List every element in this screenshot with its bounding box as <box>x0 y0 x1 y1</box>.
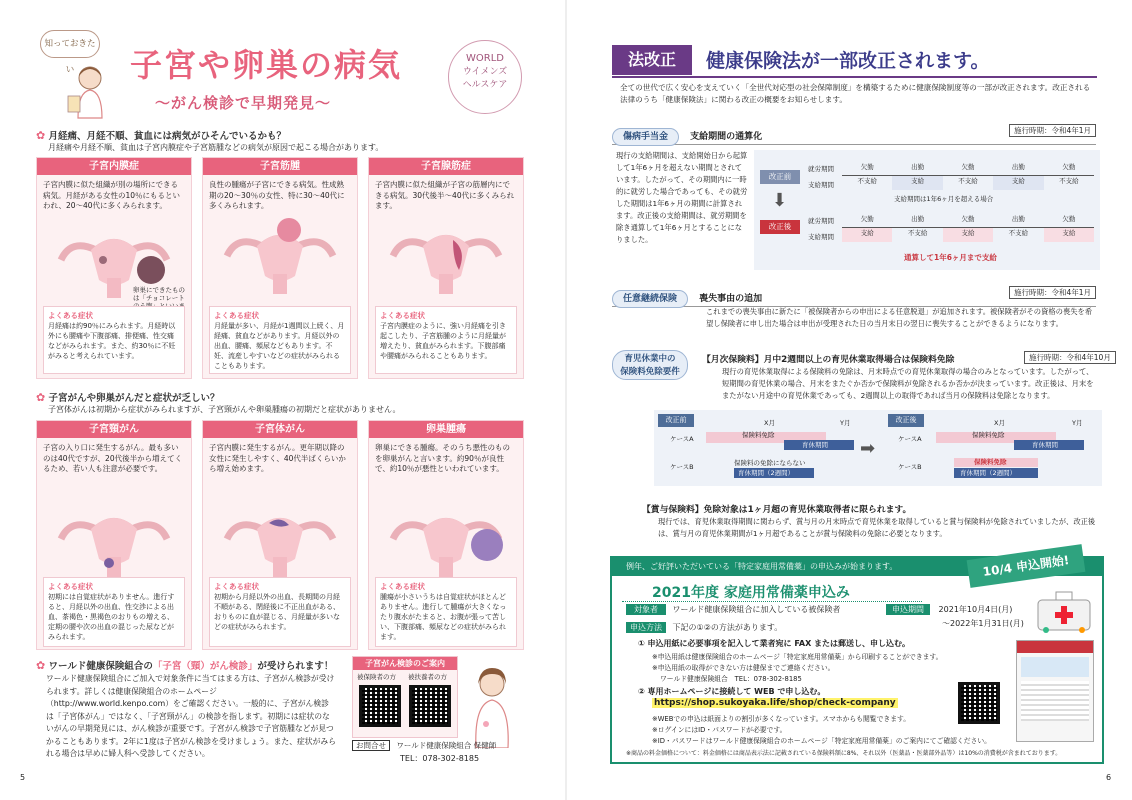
target-text: ワールド健康保険組合に加入している被保険者 <box>672 605 841 614</box>
uterus-illustration <box>217 216 343 296</box>
right-title-underline <box>612 76 1097 78</box>
contact-label: お問合せ <box>352 740 390 751</box>
card-adenomyosis <box>368 157 524 379</box>
s1-tag: 傷病手当金 <box>612 128 679 146</box>
case-b-2: ケースB <box>898 463 922 471</box>
symptoms-title: よくある症状 <box>48 311 93 320</box>
timeline-before <box>842 162 1094 192</box>
shop-url-link[interactable]: https://shop.sukoyaka.life/shop/check-company <box>654 698 896 708</box>
symptoms-box <box>43 577 185 647</box>
method-1-note-1: ※申込用紙は健康保険組合のホームページ「特定家庭用常備薬」から印刷することができます。 <box>652 653 943 661</box>
card-title: 子宮内膜症 <box>37 158 191 175</box>
month-x-2: X月 <box>994 419 1005 427</box>
leave2-label: 育休期間（2週間） <box>738 469 795 477</box>
card-ovarian-tumor <box>368 420 524 650</box>
case-a-2: ケースA <box>898 435 922 443</box>
nurse-illustration-2 <box>462 664 522 748</box>
flyer-thumbnail <box>1016 640 1094 742</box>
card-desc: 子宮内膜に似た組織が子宮の筋層内にできる病気。30代後半〜40代に多くみられます。 <box>375 180 515 210</box>
uterus-illustration <box>383 503 509 579</box>
s2-date: 施行時期：令和4年1月 <box>1009 286 1096 299</box>
contact-row <box>352 740 496 751</box>
not-exempt-label: 保険料の免除にならない <box>734 459 806 467</box>
question-2 <box>36 390 220 404</box>
card-desc: 子宮内膜に発生するがん。更年期以降の女性に発生しやすく、40代半ばくらいから増え始めます。 <box>209 443 346 473</box>
target-row <box>626 604 840 615</box>
uterus-illustration <box>51 509 177 579</box>
symptoms-box <box>209 306 351 374</box>
badge: 知っておきたい <box>40 30 100 58</box>
cell: 不支給 <box>857 177 877 185</box>
symptoms-text: 初期から月経以外の出血、長期間の月経不順がある、閉経後に不正出血がある、おりものに血が混じる、月経量が多いなどの症状がみられます。 <box>214 593 340 631</box>
flower-icon: ✿ <box>36 129 46 142</box>
medicine-box <box>610 553 1104 764</box>
symptoms-box <box>375 306 517 374</box>
chocolate-cyst-note: 卵巣にできたものは「チョコレート <box>133 286 185 302</box>
s2-tag: 任意継続保険 <box>612 290 688 308</box>
card-title: 子宮腺筋症 <box>369 158 523 175</box>
month-y: Y月 <box>840 419 851 427</box>
period-row <box>886 604 1012 615</box>
symptoms-box <box>43 306 185 374</box>
cell: 不支給 <box>1008 229 1029 237</box>
symptoms-title: よくある症状 <box>214 582 259 591</box>
after-label: 改正後 <box>760 220 800 234</box>
s3-p1-date: 施行時期：令和4年10月 <box>1024 351 1116 364</box>
cell: 欠勤 <box>860 163 874 171</box>
s1-body: 現行の支給期間は、支給開始日から起算して1年6ヶ月を超えない期間とされています。したがって、その期間内に一時的に就労した場合であっても、その就労した期間は1年6ヶ月の期間に計算されます。改正後の支給期間は、就労期間を除き通算して1年6ヶ月とすることになりました。 <box>616 151 748 244</box>
intro-text: 全ての世代で広く安心を支えていく「全世代対応型の社会保障制度」を構築するために健康保険制度等の一部が改正されます。改正される法律のうち「健康保険法」に関わる改正の概要をお知らせします。 <box>620 83 1091 104</box>
q3-highlight: 「子宮（頸）がん検診」 <box>152 661 258 672</box>
question-1 <box>36 128 286 142</box>
s3-tag-line2: 保険料免除要件 <box>620 367 680 377</box>
cancer-screening-info-box <box>352 656 458 738</box>
case-a: ケースA <box>670 435 694 443</box>
symptoms-text: 初期には自覚症状がありません。進行すると、月経以外の出血、性交渉による出血、茶褐色・黒褐色のおりもの増える、定期の腰や次の出血の混じった尿などがみられます。 <box>48 593 175 641</box>
s3-tag-line1: 育児休業中の <box>624 354 676 364</box>
s3-p1-title-text: 【月次保険料】月中2週間以上の育児休業取得場合は保険料免除 <box>702 355 955 365</box>
case-b: ケースB <box>670 463 694 471</box>
period-text: 2021年10月4日(月) <box>938 605 1013 614</box>
s2-header <box>612 286 1096 307</box>
row-work-label-2: 就労期間 <box>808 217 834 225</box>
cell: 欠勤 <box>961 163 975 171</box>
q3-prefix: ワールド健康保険組合の <box>48 661 153 672</box>
before-label: 改正前 <box>658 414 694 427</box>
cell: 不支給 <box>907 229 928 237</box>
s2-title: 喪失事由の追加 <box>699 294 763 304</box>
card-title: 子宮頸がん <box>37 421 191 438</box>
cell: 欠勤 <box>860 215 874 223</box>
cell: 支給 <box>842 228 892 242</box>
method-1-note-2: ※申込用紙の取得ができない方は健保までご連絡ください。 <box>652 664 835 672</box>
cell: 支給 <box>892 176 942 190</box>
start-badge: 10/4 申込開始! <box>967 544 1086 588</box>
page-subtitle: 〜がん検診で早期発見〜 <box>155 94 332 112</box>
qr2-label: 被扶養者の方 <box>408 673 447 681</box>
month-y-2: Y月 <box>1072 419 1083 427</box>
cell: 不支給 <box>1059 177 1079 185</box>
target-label: 対象者 <box>626 604 666 615</box>
contact-tel: TEL：078-302-8185 <box>400 754 480 763</box>
q3-suffix: が受けられます！ <box>257 661 334 672</box>
cell: 出勤 <box>911 163 925 171</box>
card-endometriosis <box>36 157 192 379</box>
cell: 支給 <box>943 228 993 242</box>
cell: 出勤 <box>1011 215 1025 223</box>
cell: 出勤 <box>1011 163 1025 171</box>
method-2-note-1: ※WEBでの申込は紙面よりの割引が多くなっています。スマホからも閲覧できます。 <box>652 715 911 723</box>
s3-point1-title <box>702 352 954 365</box>
qr-code-shop[interactable] <box>958 682 1000 724</box>
flower-icon: ✿ <box>36 659 46 672</box>
page-number: 6 <box>1106 773 1112 782</box>
question-1-sub: 月経痛や月経不順、貧血は子宮内膜症や子宮筋腫などの病気が原因で起こる場合があります。 <box>48 143 384 152</box>
method-row <box>626 622 782 633</box>
symptoms-text: 腫瘍が小さいうちは自覚症状がほとんどありません。進行して腫瘍が大きくなったり腹水がたまると、お腹が張って苦しい、下腹部痛、頻尿などの症状がみられます。 <box>380 593 507 641</box>
cell: 支給 <box>993 176 1043 190</box>
card-title: 子宮筋腫 <box>203 158 357 175</box>
cell: 支給 <box>1044 228 1094 242</box>
arrow-down-icon: ⬇ <box>772 190 788 211</box>
flower-icon: ✿ <box>36 391 46 404</box>
qr1-label: 被保険者の方 <box>357 673 396 681</box>
period-end: 〜2022年1月31日(月) <box>942 619 1024 628</box>
period-label: 申込期間 <box>886 604 930 615</box>
medicine-title-underline <box>622 600 922 602</box>
medicine-kit-illustration <box>1032 584 1096 636</box>
method-1: ① 申込用紙に必要事項を記入して業者宛に FAX または郵送し、申し込む。 <box>638 639 911 648</box>
card-cervical-cancer <box>36 420 192 650</box>
row-pay-label-2: 支給期間 <box>808 233 834 241</box>
after-label: 改正後 <box>888 414 924 427</box>
red-note: 通算して1年6ヶ月まで支給 <box>904 253 997 262</box>
exempt-label-3: 保険料免除 <box>974 458 1007 466</box>
right-page <box>566 0 1132 800</box>
uterus-illustration <box>217 509 343 579</box>
s3-p2-body: 現行では、育児休業取得期間に関わらず、賞与月の月末時点で育児休業を取得していると賞与保険料が免除されていましたが、改正後は、賞与月の育児休業期間が1ヶ月超であることが賞与保険料の免除に必要となります。 <box>658 517 1096 538</box>
symptoms-title: よくある症状 <box>214 311 259 320</box>
exempt-label: 保険料免除 <box>742 431 775 439</box>
card-desc: 子宮の入り口に発生するがん。最も多いのは40代ですが、20代後半から増えてくるため、若い人も注意が必要です。 <box>43 443 183 473</box>
exempt-label-2: 保険料免除 <box>972 431 1005 439</box>
s3-diagram <box>654 410 1102 486</box>
cell: 出勤 <box>911 215 925 223</box>
contact-name: ワールド健康保険組合 保健師 <box>396 741 497 750</box>
s3-tag <box>612 350 688 380</box>
qr-code-dependents[interactable] <box>409 685 451 727</box>
s2-body: これまでの喪失事由に新たに「被保険者からの申出による任意脱退」が追加されます。被保険者がその資格の喪失を希望し保険者に申し出た場合は申出が受理された日の当月末日の翌日に喪失することができるようになります。 <box>706 307 1093 328</box>
law-revision-tag: 法改正 <box>612 45 692 75</box>
s1-diagram <box>754 150 1100 270</box>
method-2-note-2: ※ログインにはID・パスワードが必要です。 <box>652 726 787 734</box>
method-1-note-3: ワールド健康保険組合 TEL：078-302-8185 <box>660 675 802 683</box>
info-box-title: 子宮がん検診のご案内 <box>353 657 457 670</box>
uterus-illustration <box>383 220 509 296</box>
card-title: 子宮体がん <box>203 421 357 438</box>
page-number: 5 <box>20 773 26 782</box>
s1-date: 施行時期：令和4年1月 <box>1009 124 1096 137</box>
row-pay-label: 支給期間 <box>808 181 834 189</box>
method-label: 申込方法 <box>626 622 666 633</box>
medicine-footnote: ※商品の料金価格について：料金価格には商品表示法に記載されている保険料額に8%、それ以外（医薬品・医薬部外品等）は10%の消費税が含まれております。 <box>626 750 1062 757</box>
cell: 欠勤 <box>1062 163 1076 171</box>
card-title: 卵巣腫瘍 <box>369 421 523 438</box>
s3-point2-title: 【賞与保険料】免除対象は1ヶ月超の育児休業取得者に限られます。 <box>642 505 912 515</box>
question-3-body: ワールド健康保険組合にご加入で対象条件に当てはまる方は、子宮がん検診が受けられます。詳しくは健康保険組合のホームページ（http://www.world.kenpo.com）をご確認ください。一般的に、子宮がん検診は「子宮体がん」ではなく、「子宮頸がん」の検診を指します。初期には症状のないがんの早期発見には、がん検診が重要です。子宮がん検診で子宮筋腫などが見つかることもあります。2年に1度は子宮がん検診を受けましょう。また、症状がみられる場合は早めに婦人科へ受診してください。 <box>46 674 336 758</box>
card-desc: 子宮内膜に似た組織が別の場所にできる病気。月経がある女性の10％にもるといわれ、20〜40代に多くみられます。 <box>43 180 181 210</box>
card-uterine-cancer <box>202 420 358 650</box>
timeline-after <box>842 214 1094 244</box>
medicine-title: 2021年度 家庭用常備薬申込み <box>652 585 850 601</box>
mid-label: 支給期間は1年6ヶ月を超える場合 <box>894 195 994 203</box>
cell: 不支給 <box>958 177 978 185</box>
symptoms-text: 月経量が多い、月経が1週間以上続く、月経痛、貧血などがあります。月経以外の出血、腰痛、頻尿などもあります。不妊、流産しやすいなどの症状がみられることもあります。 <box>214 322 345 370</box>
symptoms-box <box>209 577 351 647</box>
s1-title: 支給期間の通算化 <box>690 132 763 142</box>
method-2: ② 専用ホームページに接続して WEB で申し込む。 <box>638 687 826 696</box>
symptoms-title: よくある症状 <box>380 582 425 591</box>
before-label: 改正前 <box>760 170 800 184</box>
symptoms-text: 月経痛は約90％にみられます。月経時以外にも腰痛や下腹部痛、排便痛、性交痛などがみられます。また、約30％に不妊がみると考えられています。 <box>48 322 176 360</box>
cell: 欠勤 <box>961 215 975 223</box>
month-x: X月 <box>764 419 775 427</box>
question-2-title: 子宮がんや卵巣がんだと症状が乏しい？ <box>48 393 220 404</box>
method-text: 下記の①②の方法があります。 <box>672 623 783 632</box>
method-2-note-3: ※ID・パスワードはワールド健康保険組合のホームページ「特定家庭用常備薬」のご案内にてご確認ください。 <box>652 737 991 745</box>
right-title: 健康保険法が一部改正されます。 <box>706 50 990 72</box>
cell: 欠勤 <box>1062 215 1076 223</box>
world-womens-healthcare-seal: WORLD ウイメンズ ヘルスケア <box>448 40 522 114</box>
medicine-banner: 例年、ご好評いただいている「特定家庭用常備薬」の申込みが始まります。 <box>612 558 1102 576</box>
page-title: 子宮や卵巣の病気 <box>130 46 403 84</box>
card-desc: 卵巣にできる腫瘍。そのうち悪性のものを卵巣がんと言います。約90％が良性で、約10％が悪性といわれています。 <box>375 443 510 473</box>
symptoms-box <box>375 577 517 647</box>
leave-label: 育休期間 <box>802 441 828 449</box>
leave2-label-2: 育休期間（2週間） <box>960 469 1017 477</box>
question-3 <box>36 658 333 672</box>
symptoms-title: よくある症状 <box>380 311 425 320</box>
arrow-right-icon: ➡ <box>860 438 876 459</box>
row-work-label: 就労期間 <box>808 165 834 173</box>
symptoms-text: 子宮内膜症のように、強い月経痛を引き起こしたり、子宮筋腫のように月経量が増えたり、貧血がみられます。下腹部痛や腰痛がみられることもあります。 <box>380 322 506 360</box>
leave-label-3: 育休期間 <box>1032 441 1058 449</box>
symptoms-title: よくある症状 <box>48 582 93 591</box>
question-2-sub: 子宮体がんは初期から症状がみられますが、子宮頸がんや卵巣腫瘍の初期だと症状がありません。 <box>48 405 401 414</box>
question-1-title: 月経痛、月経不順、貧血には病気がひそんでいるかも？ <box>48 131 287 142</box>
qr-code-insured[interactable] <box>359 685 401 727</box>
s1-header <box>612 124 1096 145</box>
card-fibroids <box>202 157 358 379</box>
nurse-illustration <box>60 60 120 120</box>
card-desc: 良性の腫瘍が子宮にできる病気。性成熟期の20〜30％の女性、特に30〜40代に多くみられます。 <box>209 180 345 210</box>
s3-p1-body: 現行の育児休業取得による保険料の免除は、月末時点での育児休業取得の場合のみとなっています。したがって、短期間の育児休業の場合、月末をまたぐか否かで保険料が免除されるか否かが決まっています。改正後は、月末をまたがない月途中の育児休業であっても、2週間以上の取得であれば当月の保険料は免除となります。 <box>722 367 1094 400</box>
